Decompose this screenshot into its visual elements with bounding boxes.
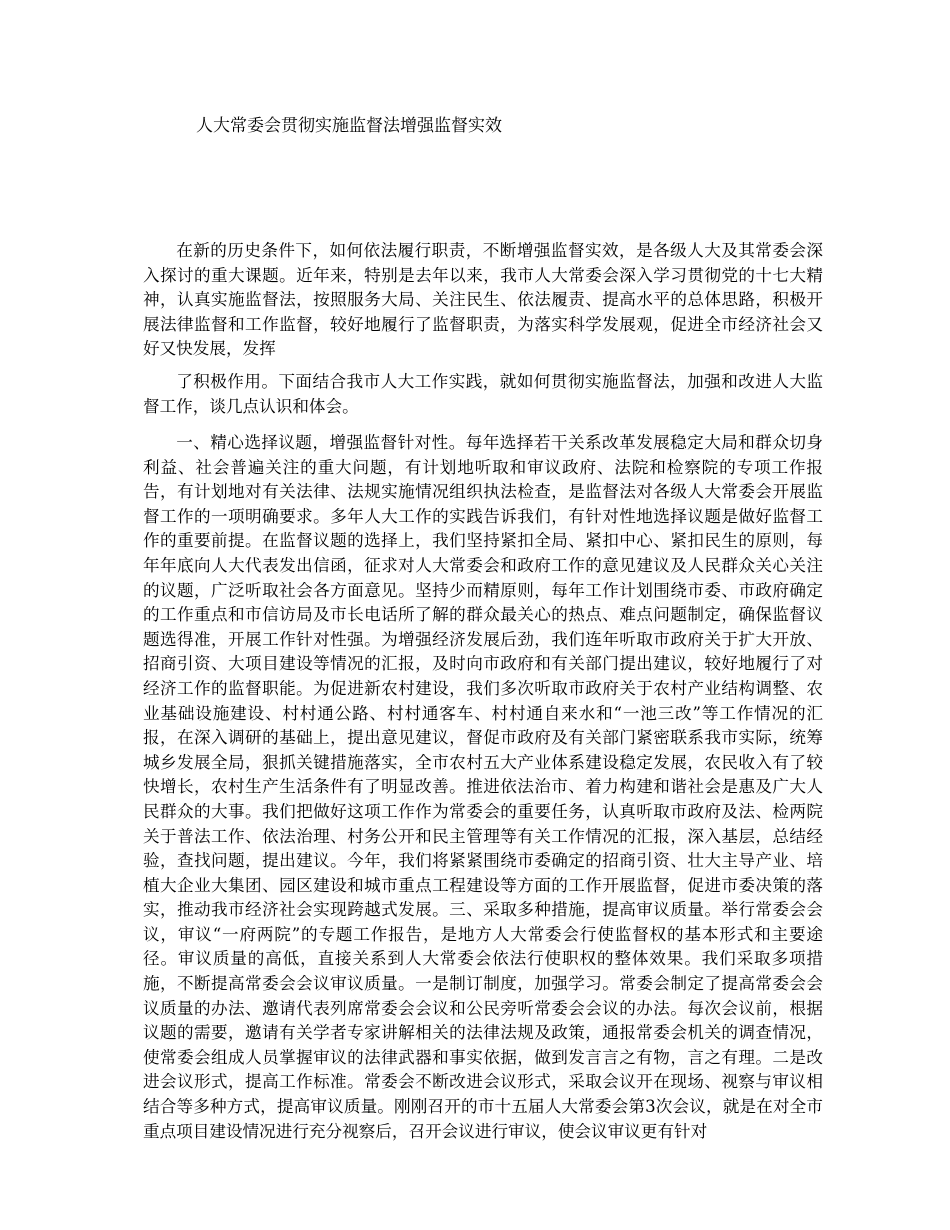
document-title: 人大常委会贯彻实施监督法增强监督实效 bbox=[196, 116, 502, 136]
paragraph-intro-continued: 了积极作用。下面结合我市人大工作实践，就如何贯彻实施监督法，加强和改进人大监督工作，谈几点认识和体会。 bbox=[143, 372, 823, 416]
paragraph-intro: 在新的历史条件下，如何依法履行职责，不断增强监督实效，是各级人大及其常委会深入探讨的重大课题。近年来，特别是去年以来，我市人大常委会深入学习贯彻党的十七大精神，认真实施监督法，按照服务大局、关注民生、依法履责、提高水平的总体思路，积极开展法律监督和工作监督，较好地履行了监督职责，为落实科学发展观，促进全市经济社会又好又快发展，发挥 bbox=[143, 241, 823, 359]
paragraph-section-one: 一、精心选择议题，增强监督针对性。每年选择若干关系改革发展稳定大局和群众切身利益、社会普遍关注的重大问题，有计划地听取和审议政府、法院和检察院的专项工作报告，有计划地对有关法律、法规实施情况组织执法检查，是监督法对各级人大常委会开展监督工作的一项明确要求。多年人大工作的实践告诉我们，有针对性地选择议题是做好监督工作的重要前提。在监督议题的选择上，我们坚持紧扣全局、紧扣中心、紧扣民生的原则，每年年底向人大代表发出信函，征求对人大常委会和政府工作的意见建议及人民群众关心关注的议题，广泛听取社会各方面意见。坚持少而精原则，每年工作计划围绕市委、市政府确定的工作重点和市信访局及市长电话所了解的群众最关心的热点、难点问题制定，确保监督议题选得准，开展工作针对性强。为增强经济发展后劲，我们连年听取市政府关于扩大开放、招商引资、大项目建设等情况的汇报，及时向市政府和有关部门提出建议，较好地履行了对经济工作的监督职能。为促进新农村建设，我们多次听取市政府关于农村产业结构调整、农业基础设施建设、村村通公路、村村通客车、村村通自来水和“一池三改”等工作情况的汇报，在深入调研的基础上，提出意见建议，督促市政府及有关部门紧密联系我市实际，统筹城乡发展全局，狠抓关键措施落实，全市农村五大产业体系建设稳定发展，农民收入有了较快增长，农村生产生活条件有了明显改善。推进依法治市、着力构建和谐社会是惠及广大人民群众的大事。我们把做好这项工作作为常委会的重要任务，认真听取市政府及法、检两院关于普法工作、依法治理、村务公开和民主管理等有关工作情况的汇报，深入基层，总结经验，查找问题，提出建议。今年，我们将紧紧围绕市委确定的招商引资、壮大主导产业、培植大企业大集团、园区建设和城市重点工程建设等方面的工作开展监督，促进市委决策的落实，推动我市经济社会实现跨越式发展。三、采取多种措施，提高审议质量。举行常委会会议，审议“一府两院”的专题工作报告，是地方人大常委会行使监督权的基本形式和主要途径。审议质量的高低，直接关系到人大常委会依法行使职权的整体效果。我们采取多项措施，不断提高常委会会议审议质量。一是制订制度，加强学习。常委会制定了提高常委会会议质量的办法、邀请代表列席常委会会议和公民旁听常委会会议的办法。每次会议前，根据议题的需要，邀请有关学者专家讲解相关的法律法规及政策，通报常委会机关的调查情况，使常委会组成人员掌握审议的法律武器和事实依据，做到发言言之有物，言之有理。二是改进会议形式，提高工作标准。常委会不断改进会议形式，采取会议开在现场、视察与审议相结合等多种方式，提高审议质量。刚刚召开的市十五届人大常委会第3次会议，就是在对全市重点项目建设情况进行充分视察后，召开会议进行审议，使会议审议更有针对 bbox=[143, 433, 823, 1141]
